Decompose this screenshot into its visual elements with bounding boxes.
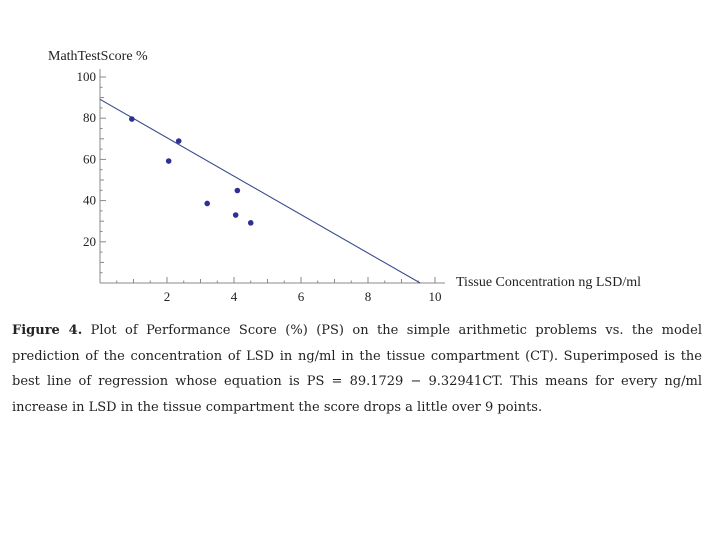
data-points — [129, 116, 254, 225]
x-tick-label: 4 — [230, 289, 238, 304]
data-point — [166, 158, 172, 164]
x-axis-title: Tissue Concentration ng LSD/ml — [456, 275, 641, 290]
x-tick-label: 6 — [297, 289, 305, 304]
y-axis-title: MathTestScore % — [48, 49, 148, 64]
figure-caption — [12, 318, 702, 420]
y-tick-label: 40 — [83, 192, 96, 208]
data-point — [176, 138, 182, 144]
y-ticks — [77, 69, 107, 273]
figure-label: Figure 4. — [12, 323, 83, 338]
y-tick-label: 20 — [83, 233, 96, 249]
y-tick-label: 80 — [83, 110, 96, 126]
data-point — [233, 212, 239, 218]
x-tick-label: 10 — [428, 289, 442, 304]
y-tick-label: 60 — [83, 151, 96, 167]
data-point — [248, 220, 254, 226]
x-tick-label: 2 — [163, 289, 171, 304]
data-point — [235, 188, 241, 194]
data-point — [129, 116, 135, 122]
figure-caption-text: Plot of Performance Score (%) (PS) on the simple arithmetic problems vs. the model prediction of the concentration of LSD in ng/ml in the tissue compartment (CT). Superimposed is the best line of regression whose equation is PS = 89.1729 − 9.32941CT. This means for every ng/ml increase in LSD in the tissue compartment the score drops a little over 9 points. — [12, 323, 702, 415]
axes — [100, 69, 445, 283]
regression-line — [100, 99, 420, 283]
x-tick-label: 8 — [364, 289, 372, 304]
data-point — [204, 201, 210, 207]
y-tick-label: 100 — [76, 69, 96, 84]
regression-line-group — [100, 99, 420, 283]
x-ticks — [117, 277, 442, 304]
